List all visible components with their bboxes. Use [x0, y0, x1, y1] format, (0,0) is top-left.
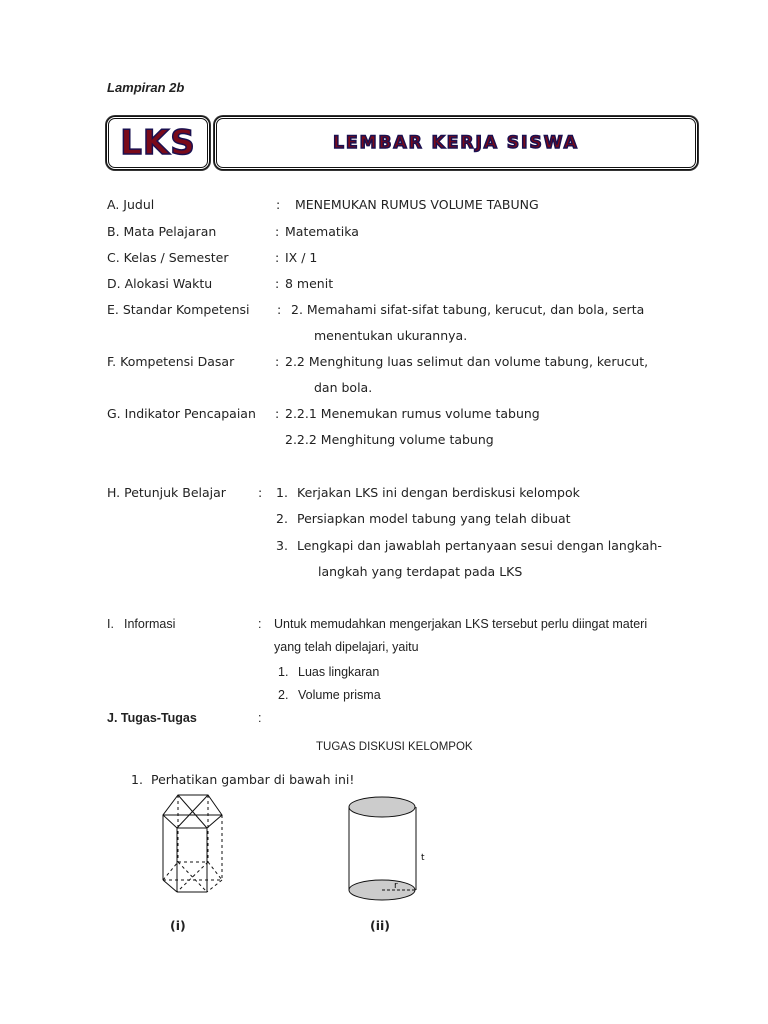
- colon: :: [258, 485, 263, 500]
- lks-logo-box: [106, 116, 210, 170]
- field-label: D. Alokasi Waktu: [107, 276, 213, 291]
- informasi-number: I.: [107, 617, 114, 631]
- radius-label: r: [394, 881, 398, 891]
- banner-title: LEMBAR KERJA SISWA: [333, 133, 579, 153]
- list-number: 1.: [276, 485, 288, 500]
- informasi-text: Untuk memudahkan mengerjakan LKS tersebut perlu diingat materi: [274, 617, 648, 631]
- lks-logo: LKS: [120, 123, 196, 163]
- field-value: 8 menit: [285, 276, 334, 291]
- colon: :: [275, 224, 280, 239]
- petunjuk-label: H. Petunjuk Belajar: [107, 485, 226, 500]
- list-item: Persiapkan model tabung yang telah dibuat: [297, 511, 571, 526]
- field-value: 2.2 Menghitung luas selimut dan volume tabung, kerucut,: [285, 354, 649, 369]
- field-label: B. Mata Pelajaran: [107, 224, 217, 239]
- tugas-subtitle: TUGAS DISKUSI KELOMPOK: [316, 741, 473, 753]
- colon: :: [258, 617, 262, 631]
- field-value: 2.2.1 Menemukan rumus volume tabung: [285, 406, 540, 421]
- list-number: 2.: [278, 688, 289, 702]
- field-value: MENEMUKAN RUMUS VOLUME TABUNG: [295, 197, 539, 212]
- colon: :: [275, 354, 280, 369]
- colon: :: [277, 302, 282, 317]
- field-value: Matematika: [285, 224, 359, 239]
- colon: :: [275, 276, 280, 291]
- field-label: C. Kelas / Semester: [107, 250, 229, 265]
- list-item: Luas lingkaran: [298, 665, 380, 679]
- field-value: IX / 1: [285, 250, 318, 265]
- colon: :: [276, 197, 281, 212]
- question-number: 1.: [131, 772, 143, 787]
- colon: :: [275, 406, 280, 421]
- informasi-label: Informasi: [124, 617, 176, 631]
- informasi-text-cont: yang telah dipelajari, yaitu: [274, 640, 419, 654]
- field-value: 2. Memahami sifat-sifat tabung, kerucut, dan bola, serta: [291, 302, 645, 317]
- figure-label-i: (i): [170, 918, 186, 933]
- cylinder-figure: [340, 790, 440, 910]
- field-value-cont: 2.2.2 Menghitung volume tabung: [285, 432, 494, 447]
- list-number: 1.: [278, 665, 289, 679]
- field-label: G. Indikator Pencapaian: [107, 406, 256, 421]
- figure-label-ii: (ii): [370, 918, 390, 933]
- tugas-label: J. Tugas-Tugas: [107, 711, 197, 725]
- field-value-cont: menentukan ukurannya.: [314, 328, 468, 343]
- height-label: t: [421, 853, 425, 863]
- field-label: F. Kompetensi Dasar: [107, 354, 235, 369]
- list-number: 2.: [276, 511, 288, 526]
- question-text: Perhatikan gambar di bawah ini!: [151, 772, 355, 787]
- hexagonal-prism-figure: [150, 790, 250, 900]
- list-item: Lengkapi dan jawablah pertanyaan sesui dengan langkah-: [297, 538, 662, 553]
- list-item: Volume prisma: [298, 688, 381, 702]
- field-value-cont: dan bola.: [314, 380, 373, 395]
- list-item: Kerjakan LKS ini dengan berdiskusi kelompok: [297, 485, 580, 500]
- banner-box: [214, 116, 698, 170]
- colon: :: [275, 250, 280, 265]
- colon: :: [258, 711, 262, 725]
- list-number: 3.: [276, 538, 288, 553]
- field-label: A. Judul: [107, 197, 155, 212]
- field-label: E. Standar Kompetensi: [107, 302, 250, 317]
- list-item-cont: langkah yang terdapat pada LKS: [318, 564, 523, 579]
- lampiran-label: Lampiran 2b: [107, 80, 185, 95]
